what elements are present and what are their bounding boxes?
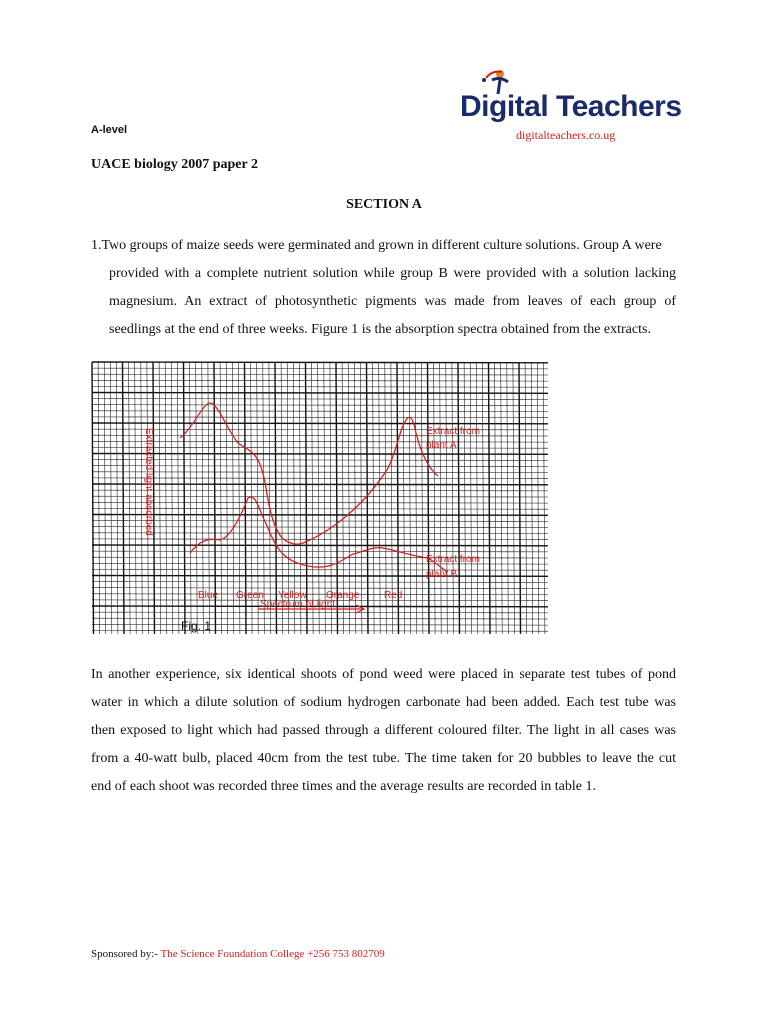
question-1-line: 1.Two groups of maize seeds were germinated and grown in different culture solutions. Group A were (91, 238, 662, 253)
footer-sponsor-name: The Science Foundation College +256 753 802709 (160, 948, 385, 960)
x-axis-label: Spectrum of light (260, 599, 336, 610)
logo-url[interactable]: digitalteachers.co.ug (516, 128, 616, 142)
color-label-red: Red (384, 590, 403, 601)
section-title: SECTION A (346, 197, 422, 212)
paper-title: UACE biology 2007 paper 2 (91, 157, 258, 172)
question-1-line: seedlings at the end of three weeks. Figure 1 is the absorption spectra obtained from the extracts. (109, 322, 651, 337)
paragraph-2 (91, 661, 676, 801)
figure-caption: Fig. 1 (181, 619, 212, 633)
figure-1-absorption-spectra (88, 358, 554, 640)
question-1-line: magnesium. An extract of photosynthetic pigments was made from leaves of each group of (109, 294, 676, 309)
graph-paper-grid (92, 362, 548, 634)
paragraph-2-line: then exposed to light which had passed through a different coloured filter. The light in all cases was (91, 723, 676, 738)
color-label-yellow: Yellow (278, 590, 307, 601)
color-label-green: Green (236, 590, 264, 601)
color-label-blue: Blue (198, 590, 219, 601)
y-axis-label: Extracted light absorbed (143, 428, 154, 536)
logo-text: Digital Teachers (460, 90, 682, 123)
paragraph-2-line: water in which a dilute solution of sodium hydrogen carbonate had been added. Each test tube was (91, 695, 676, 710)
paragraph-2-line: from a 40-watt bulb, placed 40cm from the test tube. The time taken for 20 bubbles to leave the cut (91, 751, 676, 766)
color-label-orange: Orange (326, 590, 360, 601)
label-plant-a-line1: Extract from (426, 426, 480, 437)
question-1 (91, 232, 676, 344)
label-plant-b-line1: Extract from (426, 554, 480, 565)
absorption-spectra-graph (88, 358, 554, 640)
footer-label: Sponsored by:- (91, 948, 161, 960)
label-plant-b-line2: plant B (426, 569, 458, 580)
footer-sponsor (91, 948, 385, 960)
paragraph-2-line: end of each shoot was recorded three times and the average results are recorded in table 1. (91, 779, 596, 794)
digital-teachers-logo[interactable] (460, 68, 680, 148)
paragraph-2-line: In another experience, six identical shoots of pond weed were placed in separate test tubes of pond (91, 667, 676, 682)
question-1-line: provided with a complete nutrient solution while group B were provided with a solution lacking (109, 266, 676, 281)
level-label: A-level (91, 124, 128, 136)
label-plant-a-line2: plant A (426, 440, 457, 451)
